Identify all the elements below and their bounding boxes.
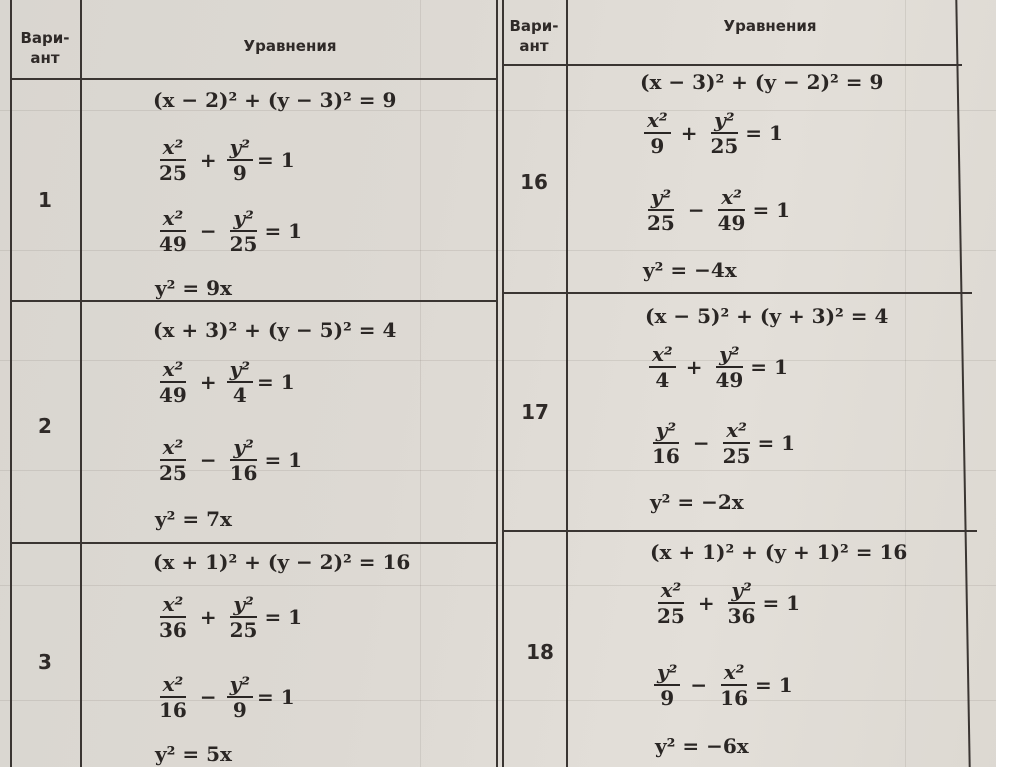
- ghost-line: [0, 700, 996, 701]
- hyperbola-equation: $\frac{\text{x²}}{49}$ − $\frac{\text{y²}}{25}$ = 1: [159, 206, 303, 256]
- parabola-equation: y² = −2x: [650, 490, 744, 514]
- hyperbola-equation: $\frac{\text{x²}}{25}$ − $\frac{\text{y²}}{16}$ = 1: [159, 435, 303, 485]
- table-rule: [80, 0, 82, 767]
- table-rule: [502, 64, 962, 66]
- ghost-line: [420, 0, 421, 767]
- hyperbola-equation: $\frac{\text{y²}}{25}$ − $\frac{\text{x²}}{49}$ = 1: [647, 185, 791, 235]
- ellipse-equation: $\frac{\text{x²}}{9}$ + $\frac{\text{y²}}{25}$ = 1: [640, 108, 783, 158]
- circle-equation: (x + 3)² + (y − 5)² = 4: [153, 318, 397, 342]
- table-rule: [502, 530, 977, 532]
- ghost-line: [0, 585, 996, 586]
- circle-equation: (x + 1)² + (y + 1)² = 16: [650, 540, 908, 564]
- ellipse-equation: $\frac{\text{x²}}{36}$ + $\frac{\text{y²}}{25}$ = 1: [159, 592, 303, 642]
- table-rule: [955, 0, 970, 767]
- variant-number: 17: [521, 400, 549, 424]
- ghost-line: [0, 470, 996, 471]
- ellipse-equation: $\frac{\text{x²}}{25}$ + $\frac{\text{y²}}{9}$ = 1: [159, 135, 295, 185]
- table-rule: [10, 0, 12, 767]
- ghost-line: [0, 110, 996, 111]
- variant-column-header: Вари- ант: [509, 17, 559, 55]
- parabola-equation: y² = 9x: [155, 276, 232, 300]
- table-rule: [10, 300, 496, 302]
- ellipse-equation: $\frac{\text{x²}}{4}$ + $\frac{\text{y²}}{49}$ = 1: [645, 342, 788, 392]
- circle-equation: (x − 2)² + (y − 3)² = 9: [153, 88, 397, 112]
- hyperbola-equation: $\frac{\text{x²}}{16}$ − $\frac{\text{y²}}{9}$ = 1: [159, 672, 295, 722]
- ellipse-equation: $\frac{\text{x²}}{25}$ + $\frac{\text{y²}}{36}$ = 1: [657, 578, 801, 628]
- ellipse-equation: $\frac{\text{x²}}{49}$ + $\frac{\text{y²}}{4}$ = 1: [159, 357, 295, 407]
- table-rule: [502, 0, 504, 767]
- ghost-line: [905, 0, 906, 767]
- parabola-equation: y² = 5x: [155, 742, 232, 766]
- parabola-equation: y² = 7x: [155, 507, 232, 531]
- ghost-line: [0, 250, 996, 251]
- white-margin: [996, 0, 1024, 767]
- variant-number: 16: [520, 170, 548, 194]
- circle-equation: (x − 3)² + (y − 2)² = 9: [640, 70, 884, 94]
- hyperbola-equation: $\frac{\text{y²}}{16}$ − $\frac{\text{x²}}{25}$ = 1: [652, 418, 796, 468]
- hyperbola-equation: $\frac{\text{y²}}{9}$ − $\frac{\text{x²}}{16}$ = 1: [650, 660, 793, 710]
- circle-equation: (x + 1)² + (y − 2)² = 16: [153, 550, 411, 574]
- parabola-equation: y² = −6x: [655, 734, 749, 758]
- variant-number: 3: [38, 650, 52, 674]
- variant-number: 1: [38, 188, 52, 212]
- table-rule: [10, 78, 496, 80]
- parabola-equation: y² = −4x: [643, 258, 737, 282]
- equations-column-header: Уравнения: [723, 17, 817, 35]
- table-rule: [10, 542, 496, 544]
- table-rule: [496, 0, 498, 767]
- variant-number: 18: [526, 640, 554, 664]
- ghost-line: [0, 360, 996, 361]
- circle-equation: (x − 5)² + (y + 3)² = 4: [645, 304, 889, 328]
- table-rule: [502, 292, 972, 294]
- variant-column-header: Вари- ант: [20, 29, 70, 67]
- variant-number: 2: [38, 414, 52, 438]
- equations-column-header: Уравнения: [243, 37, 337, 55]
